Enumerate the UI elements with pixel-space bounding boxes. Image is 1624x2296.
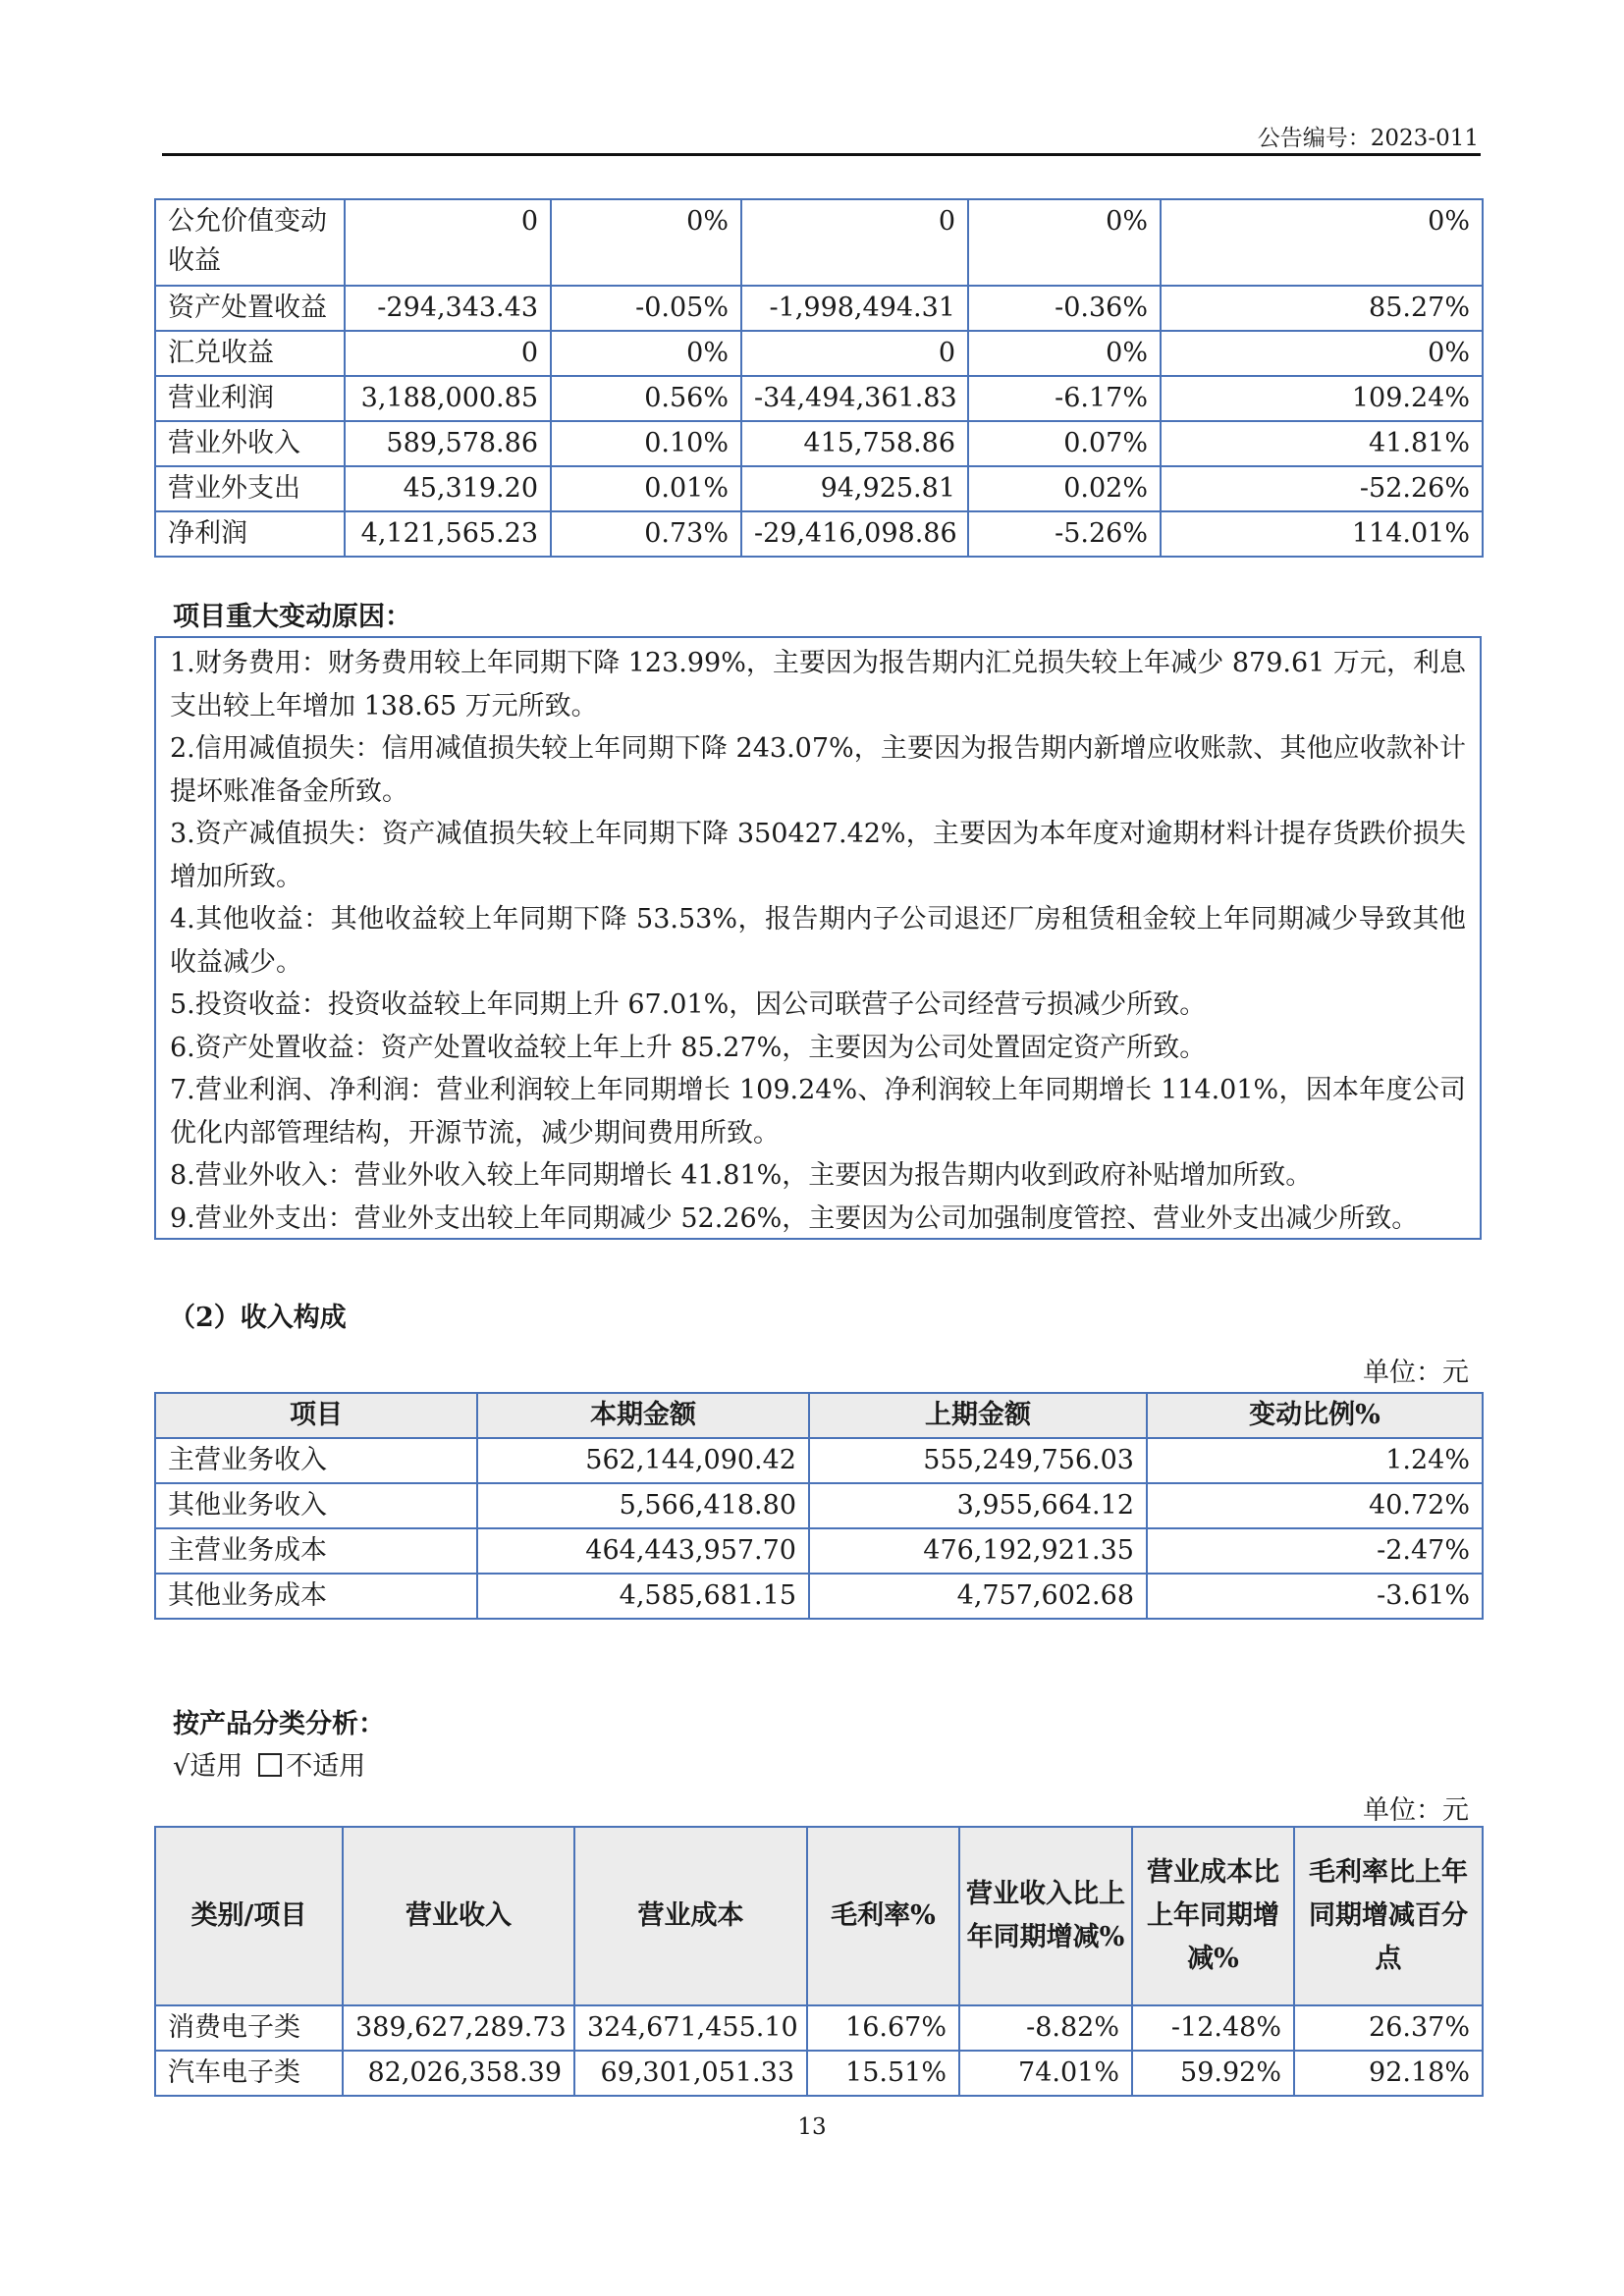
table-cell: 0% — [1161, 199, 1483, 286]
table-row — [155, 1528, 1483, 1574]
table-cell: -1,998,494.31 — [741, 286, 968, 331]
table-cell: -5.26% — [968, 511, 1161, 557]
row-label: 汇兑收益 — [155, 331, 345, 376]
applicable-option[interactable]: √适用 — [173, 1751, 244, 1782]
table-cell: -0.36% — [968, 286, 1161, 331]
table-cell: 389,627,289.73 — [343, 2005, 574, 2051]
income-composition-table — [154, 1392, 1484, 1620]
table-row — [155, 466, 1483, 511]
checkbox-icon[interactable] — [258, 1753, 282, 1777]
row-label: 营业利润 — [155, 376, 345, 421]
table-cell: 589,578.86 — [345, 421, 551, 466]
column-header: 营业成本比上年同期增减% — [1132, 1827, 1294, 2005]
column-header: 营业成本 — [574, 1827, 807, 2005]
table-row — [155, 2051, 1483, 2096]
table-cell: 85.27% — [1161, 286, 1483, 331]
table-cell: 0.73% — [551, 511, 741, 557]
table-cell: 0.02% — [968, 466, 1161, 511]
table-cell: 92.18% — [1294, 2051, 1483, 2096]
reason-item: 5.投资收益：投资收益较上年同期上升 67.01%，因公司联营子公司经营亏损减少所致。 — [170, 989, 1207, 1020]
reason-item: 6.资产处置收益：资产处置收益较上年上升 85.27%，主要因为公司处置固定资产所致。 — [170, 1032, 1207, 1063]
reason-item: 2.信用减值损失：信用减值损失较上年同期下降 243.07%，主要因为报告期内新增应收账款、其他应收款补计提坏账准备金所致。 — [170, 733, 1466, 807]
table-cell: 114.01% — [1161, 511, 1483, 557]
table-cell: -0.05% — [551, 286, 741, 331]
column-header: 毛利率比上年同期增减百分点 — [1294, 1827, 1483, 2005]
table-cell: 16.67% — [807, 2005, 959, 2051]
applicable-selector — [173, 1744, 365, 1783]
table-cell: 0 — [741, 331, 968, 376]
reason-item: 8.营业外收入：营业外收入较上年同期增长 41.81%，主要因为报告期内收到政府补贴增加所致。 — [170, 1160, 1313, 1191]
announcement-number: 公告编号：2023-011 — [1257, 126, 1479, 151]
table-cell: -6.17% — [968, 376, 1161, 421]
table-cell: 4,757,602.68 — [809, 1574, 1147, 1619]
row-label: 消费电子类 — [155, 2005, 343, 2051]
table-cell: 4,121,565.23 — [345, 511, 551, 557]
table-cell: -12.48% — [1132, 2005, 1294, 2051]
table-cell: 59.92% — [1132, 2051, 1294, 2096]
table-cell: 0% — [551, 199, 741, 286]
product-unit-label: 单位：元 — [1363, 1795, 1469, 1826]
reason-item: 7.营业利润、净利润：营业利润较上年同期增长 109.24%、净利润较上年同期增长 114.01%，因本年度公司优化内部管理结构，开源节流，减少期间费用所致。 — [170, 1075, 1466, 1148]
table-cell: -2.47% — [1147, 1528, 1483, 1574]
table-cell: -3.61% — [1147, 1574, 1483, 1619]
table-cell: 0.10% — [551, 421, 741, 466]
table-cell: 3,188,000.85 — [345, 376, 551, 421]
row-label: 公允价值变动收益 — [155, 199, 345, 286]
table-cell: 41.81% — [1161, 421, 1483, 466]
table-cell: 0 — [345, 331, 551, 376]
table-cell: -52.26% — [1161, 466, 1483, 511]
table-cell: 109.24% — [1161, 376, 1483, 421]
table-cell: 562,144,090.42 — [477, 1438, 809, 1483]
table-cell: 0% — [968, 199, 1161, 286]
table-cell: 40.72% — [1147, 1483, 1483, 1528]
row-label: 净利润 — [155, 511, 345, 557]
row-label: 主营业务收入 — [155, 1438, 477, 1483]
product-analysis-table — [154, 1826, 1484, 2097]
row-label: 汽车电子类 — [155, 2051, 343, 2096]
table-row — [155, 2005, 1483, 2051]
row-label: 主营业务成本 — [155, 1528, 477, 1574]
table-cell: -29,416,098.86 — [741, 511, 968, 557]
table-row — [155, 511, 1483, 557]
income-section-title: （2）收入构成 — [169, 1303, 347, 1333]
table-cell: 26.37% — [1294, 2005, 1483, 2051]
page-header — [162, 116, 1481, 156]
profit-table — [154, 198, 1484, 558]
table-cell: 0.56% — [551, 376, 741, 421]
table-cell: 94,925.81 — [741, 466, 968, 511]
table-cell: 0.07% — [968, 421, 1161, 466]
column-header: 毛利率% — [807, 1827, 959, 2005]
table-cell: 464,443,957.70 — [477, 1528, 809, 1574]
table-cell: 476,192,921.35 — [809, 1528, 1147, 1574]
table-row — [155, 1574, 1483, 1619]
column-header: 上期金额 — [809, 1393, 1147, 1438]
not-applicable-option[interactable]: 不适用 — [286, 1751, 366, 1782]
table-cell: 555,249,756.03 — [809, 1438, 1147, 1483]
table-cell: 5,566,418.80 — [477, 1483, 809, 1528]
table-cell: 415,758.86 — [741, 421, 968, 466]
table-cell: 74.01% — [959, 2051, 1132, 2096]
table-cell: 82,026,358.39 — [343, 2051, 574, 2096]
column-header: 变动比例% — [1147, 1393, 1483, 1438]
table-header-row — [155, 1827, 1483, 2005]
table-cell: -294,343.43 — [345, 286, 551, 331]
table-cell: 1.24% — [1147, 1438, 1483, 1483]
table-cell: 3,955,664.12 — [809, 1483, 1147, 1528]
table-cell: -8.82% — [959, 2005, 1132, 2051]
reasons-title: 项目重大变动原因： — [173, 602, 411, 632]
column-header: 类别/项目 — [155, 1827, 343, 2005]
table-header-row — [155, 1393, 1483, 1438]
table-row — [155, 331, 1483, 376]
table-cell: 324,671,455.10 — [574, 2005, 807, 2051]
table-cell: 15.51% — [807, 2051, 959, 2096]
column-header: 营业收入 — [343, 1827, 574, 2005]
column-header: 本期金额 — [477, 1393, 809, 1438]
reason-item: 9.营业外支出：营业外支出较上年同期减少 52.26%，主要因为公司加强制度管控、营业外支出减少所致。 — [170, 1202, 1419, 1234]
reasons-box — [154, 636, 1482, 1240]
table-cell: 4,585,681.15 — [477, 1574, 809, 1619]
table-row — [155, 1438, 1483, 1483]
table-cell: 0 — [345, 199, 551, 286]
column-header: 营业收入比上年同期增减% — [959, 1827, 1132, 2005]
row-label: 其他业务成本 — [155, 1574, 477, 1619]
reason-item: 3.资产减值损失：资产减值损失较上年同期下降 350427.42%，主要因为本年度对逾期材料计提存货跌价损失增加所致。 — [170, 819, 1466, 892]
product-section-title: 按产品分类分析： — [173, 1709, 385, 1739]
reason-item: 1.财务费用：财务费用较上年同期下降 123.99%，主要因为报告期内汇兑损失较上年减少 879.61 万元，利息支出较上年增加 138.65 万元所致。 — [170, 648, 1466, 721]
row-label: 其他业务收入 — [155, 1483, 477, 1528]
table-cell: -34,494,361.83 — [741, 376, 968, 421]
column-header: 项目 — [155, 1393, 477, 1438]
row-label: 营业外支出 — [155, 466, 345, 511]
table-cell: 69,301,051.33 — [574, 2051, 807, 2096]
table-cell: 0 — [741, 199, 968, 286]
table-row — [155, 199, 1483, 286]
table-row — [155, 286, 1483, 331]
table-cell: 0% — [968, 331, 1161, 376]
row-label: 营业外收入 — [155, 421, 345, 466]
table-cell: 0% — [551, 331, 741, 376]
row-label: 资产处置收益 — [155, 286, 345, 331]
table-cell: 45,319.20 — [345, 466, 551, 511]
table-cell: 0% — [1161, 331, 1483, 376]
income-unit-label: 单位：元 — [1363, 1358, 1469, 1388]
table-row — [155, 1483, 1483, 1528]
table-cell: 0.01% — [551, 466, 741, 511]
table-row — [155, 421, 1483, 466]
reason-item: 4.其他收益：其他收益较上年同期下降 53.53%，报告期内子公司退还厂房租赁租金较上年同期减少导致其他收益减少。 — [170, 904, 1466, 978]
table-row — [155, 376, 1483, 421]
page-number: 13 — [797, 2114, 827, 2140]
